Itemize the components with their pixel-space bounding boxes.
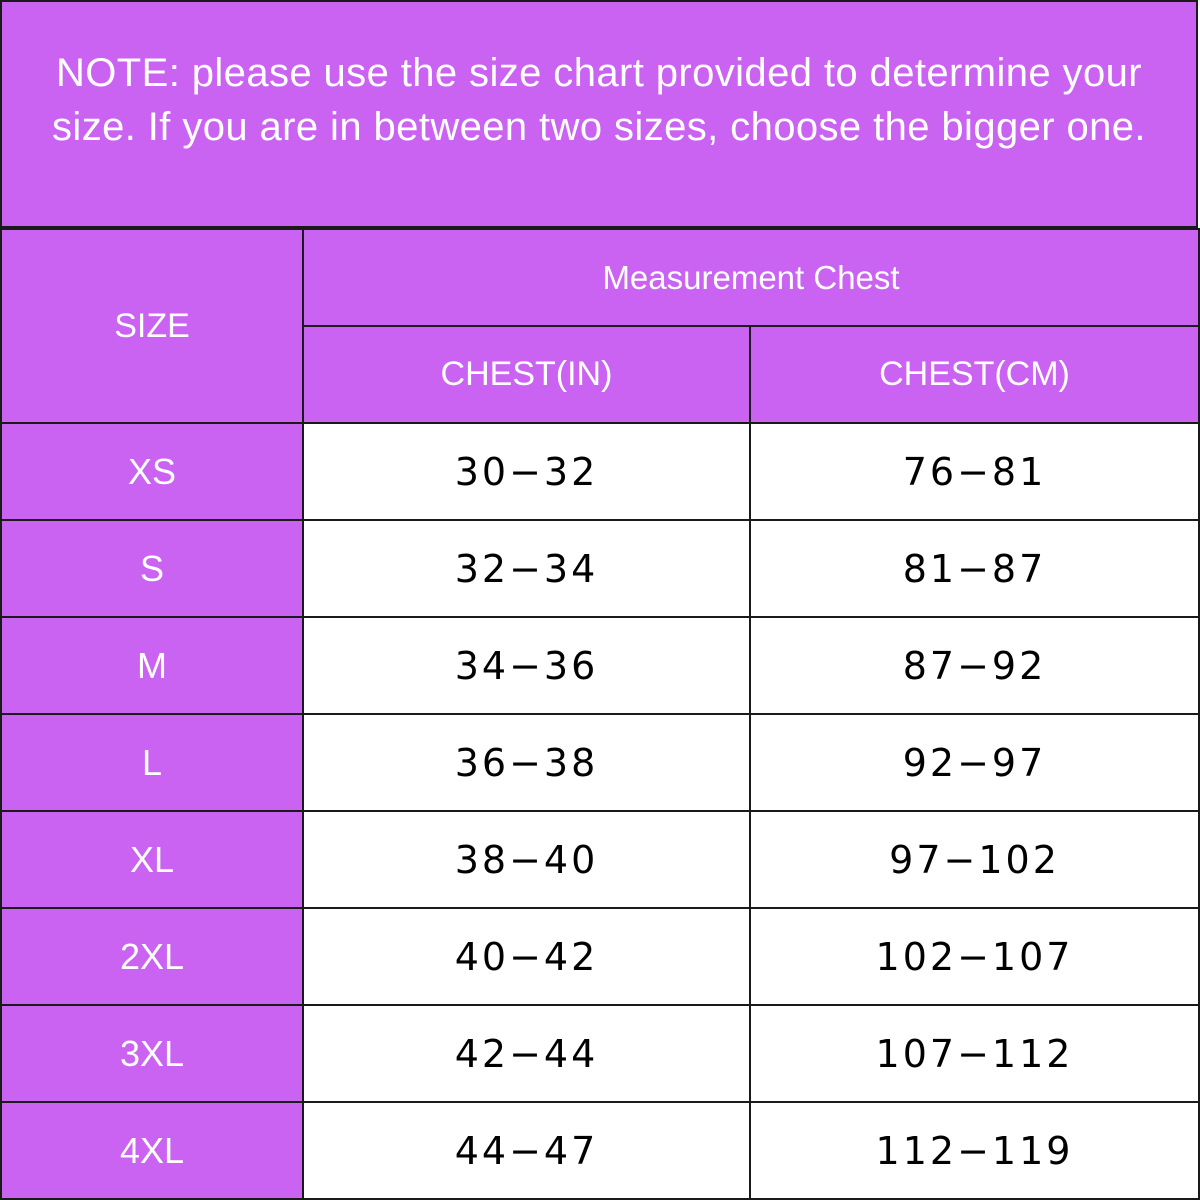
chest-cm-cell: 87−92 [750, 617, 1199, 714]
chest-in-cell: 42−44 [303, 1005, 750, 1102]
measurement-chest-header: Measurement Chest [303, 229, 1199, 326]
chest-cm-cell: 102−107 [750, 908, 1199, 1005]
table-row [1, 1005, 1199, 1102]
table-row [1, 617, 1199, 714]
chest-cm-header: CHEST(CM) [750, 326, 1199, 423]
size-chart-table [0, 228, 1200, 1200]
chest-in-cell: 36−38 [303, 714, 750, 811]
size-cell: M [1, 617, 303, 714]
size-cell: 4XL [1, 1102, 303, 1199]
table-row [1, 908, 1199, 1005]
table-row [1, 423, 1199, 520]
table-row [1, 714, 1199, 811]
chest-cm-cell: 81−87 [750, 520, 1199, 617]
chest-in-cell: 44−47 [303, 1102, 750, 1199]
header-row-group [1, 229, 1199, 326]
chest-in-cell: 32−34 [303, 520, 750, 617]
size-cell: L [1, 714, 303, 811]
chest-cm-cell: 76−81 [750, 423, 1199, 520]
chest-cm-cell: 92−97 [750, 714, 1199, 811]
chest-in-cell: 38−40 [303, 811, 750, 908]
chest-in-header: CHEST(IN) [303, 326, 750, 423]
size-cell: 3XL [1, 1005, 303, 1102]
note-line-2: size. If you are in between two sizes, choose the bigger one. [52, 105, 1146, 149]
chest-in-cell: 40−42 [303, 908, 750, 1005]
size-cell: S [1, 520, 303, 617]
chest-in-cell: 34−36 [303, 617, 750, 714]
chest-cm-cell: 97−102 [750, 811, 1199, 908]
size-note-banner [0, 0, 1198, 228]
size-cell: 2XL [1, 908, 303, 1005]
size-note-text [52, 46, 1146, 154]
size-cell: XL [1, 811, 303, 908]
size-column-header: SIZE [1, 229, 303, 423]
size-cell: XS [1, 423, 303, 520]
chest-cm-cell: 107−112 [750, 1005, 1199, 1102]
table-row [1, 520, 1199, 617]
table-row [1, 811, 1199, 908]
chest-in-cell: 30−32 [303, 423, 750, 520]
table-row [1, 1102, 1199, 1199]
note-line-1: NOTE: please use the size chart provided to determine your [56, 51, 1142, 95]
chest-cm-cell: 112−119 [750, 1102, 1199, 1199]
